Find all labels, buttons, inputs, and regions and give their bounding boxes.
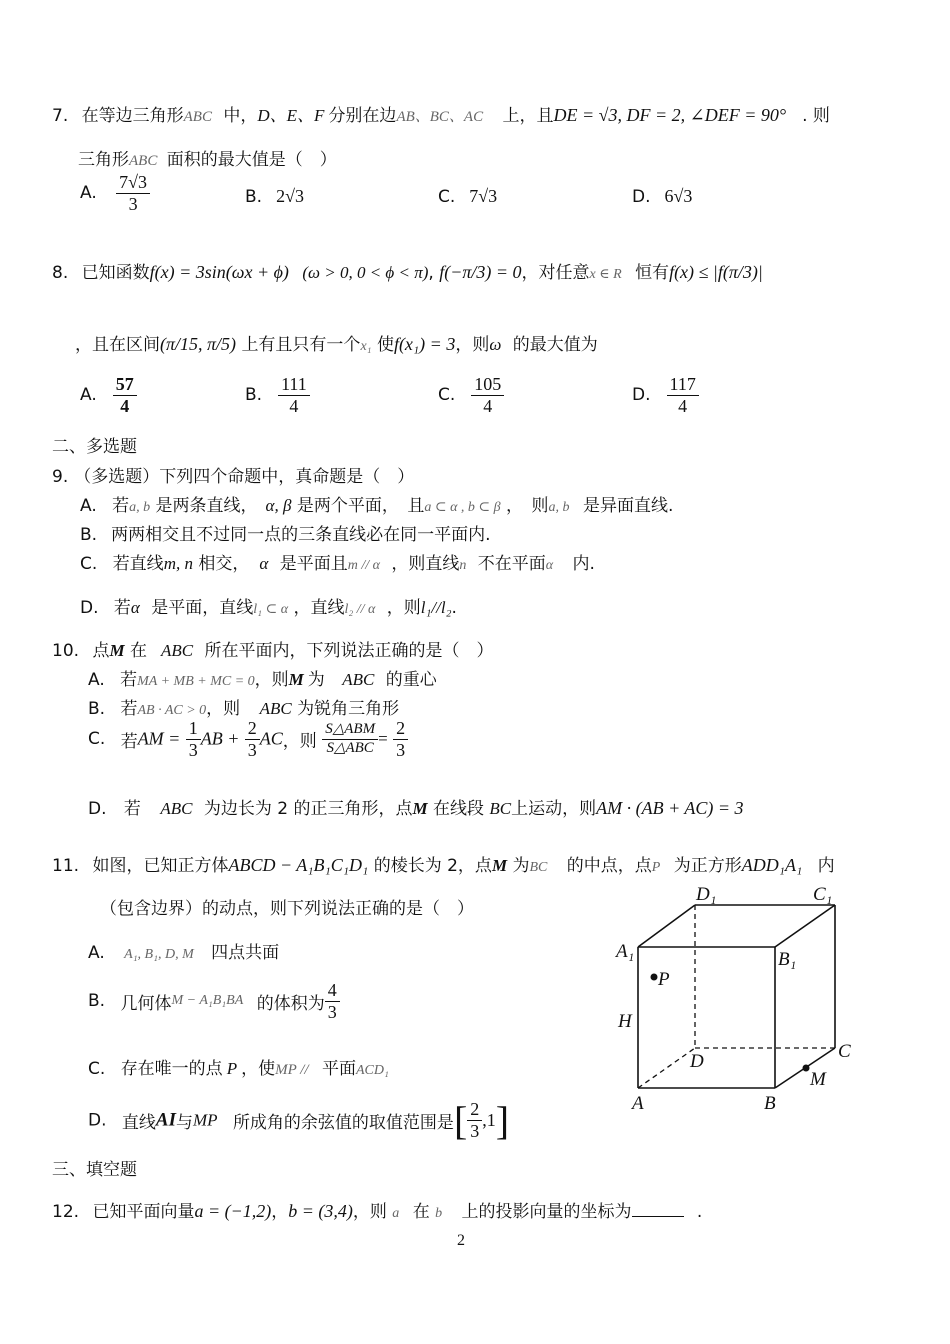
option-label: B. (88, 991, 106, 1012)
q11-option-a[interactable] (88, 938, 279, 963)
q12-number: 12. (52, 1202, 80, 1222)
q8-text: 的最大值为 (512, 335, 598, 355)
section-heading-multi: 二、多选题 (52, 437, 137, 457)
label-C1: C₁ (813, 885, 833, 905)
q11-number: 11. (52, 856, 80, 876)
q8-number: 8. (52, 263, 69, 283)
math: α (545, 558, 554, 573)
text: 若直线 (112, 554, 164, 574)
q8-text: ，且在区间 (75, 335, 160, 355)
math: AC (259, 728, 283, 749)
label-D: D (690, 1051, 704, 1072)
option-label: C. (438, 385, 456, 406)
numerator: 1 (186, 718, 201, 740)
numerator: 4 (325, 980, 340, 1002)
label-A: A (632, 1093, 644, 1114)
text: ，使 (241, 1059, 276, 1079)
label-B: B (764, 1093, 776, 1114)
q8-fx1: f(x₁) = 3 (393, 334, 456, 354)
q7-text: . 则 (802, 106, 830, 126)
text: 的棱长为 2，点 (373, 856, 492, 876)
text: 相交， (198, 554, 250, 574)
math: ACD₁ (355, 1063, 389, 1078)
text: 与 (175, 1113, 193, 1133)
bracket-close: ] (495, 1098, 510, 1143)
text: 的体积为 (256, 993, 325, 1014)
math: M (491, 856, 508, 875)
math: AM · (AB + AC) = 3 (596, 798, 744, 818)
text: 若 (113, 598, 131, 618)
math: ADD₁A₁ (741, 855, 803, 875)
q10-option-c[interactable] (88, 718, 408, 760)
text: 为锐角三角形 (297, 699, 400, 719)
math: A₁, B₁, D, M (124, 947, 194, 962)
denominator: 3 (470, 1121, 480, 1141)
q8-domain: x ∈ R (589, 267, 622, 282)
q8-option-c[interactable] (438, 374, 504, 416)
text: 若 (120, 731, 138, 752)
q8-text: 已知函数 (81, 263, 150, 283)
numerator: 7√3 (116, 172, 150, 194)
text: 若 (120, 670, 138, 690)
text: 不在平面 (477, 554, 546, 574)
option-label: B. (88, 699, 106, 719)
math: BC (529, 860, 548, 875)
q7-text: 在等边三角形 (81, 106, 184, 126)
numerator: 57 (113, 374, 137, 396)
math: AB · AC > 0 (137, 703, 207, 718)
q11-stem (52, 851, 835, 876)
option-label: B. (80, 525, 98, 545)
math: l₁//l₂ (420, 598, 452, 617)
denominator: 4 (678, 395, 688, 416)
denominator: 3 (396, 739, 406, 760)
denominator: 3 (188, 739, 198, 760)
label-D1: D₁ (696, 885, 717, 905)
text: 所成角的余弦值的取值范围是 (232, 1113, 454, 1133)
text: ， 则 (506, 496, 549, 516)
q9-option-c[interactable] (80, 549, 595, 574)
numerator: 2 (467, 1099, 482, 1121)
q8-option-a-fraction (113, 374, 137, 416)
q8-option-b-fraction (278, 374, 310, 416)
q10-option-a[interactable] (88, 665, 437, 690)
math: l₁ ⊂ α (253, 602, 289, 617)
math: α (130, 598, 140, 617)
math: a, b (548, 500, 570, 515)
q9-stem (52, 462, 414, 487)
denominator: 3 (128, 193, 138, 214)
denominator: 4 (120, 395, 130, 416)
text: 点 (92, 641, 110, 661)
text: 已知平面向量 (92, 1202, 195, 1222)
numerator: S△ABM (322, 721, 378, 739)
text: 是平面且 (279, 554, 348, 574)
label-H: H (618, 1011, 632, 1032)
option-label: A. (88, 670, 105, 690)
q11-option-d[interactable] (88, 1097, 509, 1144)
label-M: M (810, 1069, 826, 1090)
numerator: 117 (667, 374, 699, 396)
text: 为正方形 (673, 856, 742, 876)
fraction (245, 718, 260, 760)
q8-condition: (ω > 0, 0 < ϕ < π) (302, 263, 429, 282)
option-label: D. (80, 598, 99, 618)
q7-triangle: ABC (129, 153, 158, 169)
math: ABC (342, 670, 375, 689)
numerator: 2 (245, 718, 260, 740)
math: b = (3,4) (288, 1201, 353, 1221)
math: a, b (129, 500, 151, 515)
text: 上的投影向量的坐标为 (461, 1202, 632, 1222)
numerator: 105 (471, 374, 504, 396)
q8-option-c-fraction (471, 374, 504, 416)
text: 是异面直线. (582, 496, 674, 516)
math: M (109, 641, 125, 660)
option-value: 7√3 (469, 186, 498, 206)
q8-text: 恒有 (635, 263, 670, 283)
math: MP // (275, 1062, 309, 1078)
q8-option-d-fraction (667, 374, 699, 416)
math: AM = (137, 728, 181, 749)
q7-condition: DE = √3, DF = 2, ∠DEF = 90° (553, 105, 787, 125)
text: 内. (572, 554, 595, 574)
math: b (435, 1206, 443, 1221)
text: 若 (120, 699, 138, 719)
text: 若 (123, 799, 141, 819)
option-label: B. (245, 385, 263, 406)
q7-line2 (78, 145, 337, 170)
text: 两两相交且不过同一点的三条直线必在同一平面内. (111, 525, 491, 545)
text: ，则 (282, 731, 317, 752)
q8-inequality: f(x) ≤ |f(π/3)| (669, 262, 763, 282)
q10-stem (52, 636, 494, 661)
math: P (651, 860, 661, 875)
q8-text: ，对任意 (521, 263, 590, 283)
q9-option-b[interactable] (80, 520, 490, 545)
q12-line (52, 1197, 702, 1222)
q8-option-d[interactable] (632, 374, 699, 416)
option-label: D. (632, 187, 651, 207)
fraction (186, 718, 201, 760)
text: . (696, 1202, 703, 1222)
denominator: 4 (483, 395, 493, 416)
q7-triangle: ABC (183, 109, 212, 125)
option-label: C. (438, 187, 456, 207)
q9-option-a[interactable] (80, 491, 673, 516)
text: 在线段 (432, 799, 484, 819)
text: 为 (512, 856, 530, 876)
cube-figure (600, 885, 870, 1120)
option-label: D. (88, 799, 107, 819)
math: M − A₁B₁BA (171, 993, 244, 1009)
text: 如图，已知正方体 (92, 856, 229, 876)
q7-option-c[interactable] (438, 186, 497, 207)
math: M (288, 670, 304, 689)
math: a = (−1,2) (194, 1201, 272, 1221)
math: ABC (160, 641, 194, 660)
option-label: C. (80, 554, 98, 574)
q11-option-b[interactable] (88, 980, 340, 1022)
answer-blank[interactable] (632, 1202, 684, 1217)
q8-interval: (π/15, π/5) (160, 334, 237, 354)
q7-text: 分别在边 (328, 106, 397, 126)
math: MA + MB + MC = 0 (137, 674, 255, 689)
q10-option-d[interactable] (88, 794, 744, 819)
text: ， (271, 1202, 289, 1222)
text: 直线 (121, 1113, 156, 1133)
q7-text: 上，且 (502, 106, 554, 126)
label-A1: A₁ (616, 941, 635, 962)
text: ，则 (206, 699, 241, 719)
math: α, β (265, 496, 292, 515)
q9-option-d[interactable] (80, 593, 457, 618)
text: ，直线 (293, 598, 345, 618)
math: m, n (163, 554, 193, 573)
q7-option-a-fraction (116, 172, 150, 214)
q8-line2 (75, 330, 598, 355)
math: MP (192, 1110, 218, 1130)
q7-sides: AB、BC、AC (396, 109, 484, 125)
fraction (322, 721, 378, 757)
q7-option-a[interactable] (80, 172, 150, 214)
text: 为边长为 2 的正三角形，点 (203, 799, 413, 819)
option-label: A. (88, 943, 105, 963)
math: AI (155, 1109, 176, 1131)
q10-option-b[interactable] (88, 694, 399, 719)
text: ，则 (254, 670, 289, 690)
option-label: C. (88, 729, 106, 750)
section-heading-fill: 三、填空题 (52, 1160, 137, 1180)
math: P (226, 1059, 238, 1078)
q10-number: 10. (52, 641, 80, 661)
text: 是两条直线， (155, 496, 258, 516)
denominator: 3 (247, 739, 257, 760)
text: 平面 (321, 1059, 356, 1079)
label-B1: B₁ (778, 949, 797, 970)
denominator: 3 (327, 1001, 337, 1022)
fraction (393, 718, 408, 760)
text: 是平面，直线 (151, 598, 254, 618)
bracket-open: [ (453, 1098, 468, 1143)
label-C: C (838, 1041, 851, 1062)
math: AB + (200, 728, 240, 749)
denominator: 4 (289, 395, 299, 416)
text: 为 (307, 670, 325, 690)
text: 内 (817, 856, 835, 876)
q9-stem-text: （多选题）下列四个命题中，真命题是（ ） (74, 467, 415, 487)
math: n (459, 558, 467, 573)
option-value: 2√3 (276, 186, 304, 206)
text: 所在平面内，下列说法正确的是（ ） (204, 641, 494, 661)
text: 的重心 (385, 670, 437, 690)
edge-AD-hidden (638, 1048, 695, 1088)
option-label: A. (80, 385, 97, 406)
option-label: D. (632, 385, 651, 406)
text: 在 (129, 641, 147, 661)
q8-text: 使 (376, 335, 394, 355)
q7-line1 (52, 101, 830, 126)
option-label: A. (80, 496, 97, 516)
math: ,1 (482, 1110, 496, 1130)
page-number: 2 (457, 1232, 465, 1249)
q7-text: 中， (223, 106, 258, 126)
text: 若 (112, 496, 130, 516)
math: m // α (347, 558, 380, 573)
option-value: 6√3 (664, 186, 693, 206)
math: ABC (160, 799, 193, 818)
numerator: 2 (393, 718, 408, 740)
point-P (651, 974, 658, 981)
q8-option-a[interactable] (80, 374, 137, 416)
q8-text: 上有且只有一个 (241, 335, 361, 355)
q11-option-c[interactable] (88, 1054, 389, 1079)
q8-function: f(x) = 3sin(ωx + ϕ) (149, 262, 289, 282)
math: M (412, 799, 428, 818)
text: ，则 (386, 598, 421, 618)
option-label: A. (80, 183, 97, 204)
q8-text: ，则 (455, 335, 490, 355)
math: l₂ // α (344, 602, 376, 617)
option-label: B. (245, 187, 263, 207)
q7-points: D、E、F (257, 106, 325, 125)
q11-stem-line2: （包含边界）的动点，则下列说法正确的是（ ） (100, 899, 474, 919)
math: = (378, 729, 388, 749)
fraction (467, 1099, 482, 1141)
text: . (451, 598, 457, 618)
point-M (803, 1065, 810, 1072)
text: 上运动，则 (511, 799, 597, 819)
q8-condition-2: f(−π/3) = 0 (439, 262, 522, 282)
q8-option-b[interactable] (245, 374, 310, 416)
q7-text: 三角形 (78, 150, 129, 170)
text: ，则 (352, 1202, 387, 1222)
q7-number: 7. (52, 106, 69, 126)
q7-text: 面积的最大值是（ ） (166, 150, 337, 170)
q7-option-d[interactable] (632, 186, 692, 207)
math: a (392, 1206, 400, 1221)
denominator: S△ABC (326, 739, 374, 756)
option-label: C. (88, 1059, 106, 1079)
q8-x1: x₁ (360, 339, 372, 354)
q9-number: 9. (52, 467, 69, 487)
text: 的中点，点 (566, 856, 652, 876)
option-label: D. (88, 1110, 107, 1131)
math: ABCD − A₁B₁C₁D₁ (228, 855, 369, 875)
math: α (259, 554, 269, 573)
q7-option-b[interactable] (245, 186, 304, 207)
math: BC (489, 799, 512, 818)
text: 四点共面 (211, 943, 280, 963)
fraction (325, 980, 340, 1022)
edge-A1D1 (638, 905, 695, 947)
label-P: P (658, 969, 670, 990)
text: ，则直线 (391, 554, 460, 574)
text: 是两个平面， 且 (296, 496, 425, 516)
text: 几何体 (120, 993, 172, 1014)
text: 存在唯一的点 (120, 1059, 223, 1079)
math: a ⊂ α , b ⊂ β (424, 500, 501, 515)
edge-B1C1 (775, 905, 835, 947)
numerator: 111 (278, 374, 310, 396)
q8-omega: ω (489, 335, 502, 354)
q8-line1: 8. 已知函数f(x) = 3sin(ωx + ϕ) (ω > 0, 0 < ϕ < π), f(−π/3) = 0，对任意x ∈ R 恒有f(x) ≤ |f(π/3)| (52, 262, 763, 283)
math: ABC (259, 699, 292, 718)
text: 在 (412, 1202, 430, 1222)
